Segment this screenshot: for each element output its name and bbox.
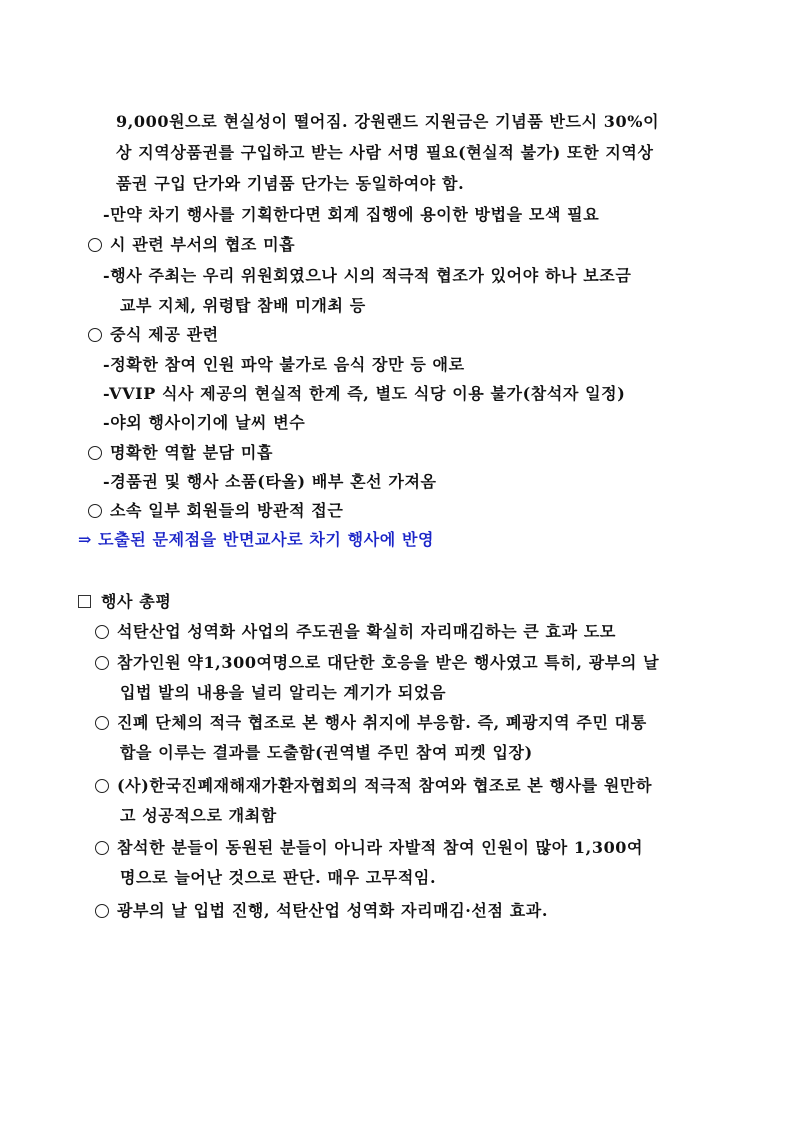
bullet-item — [95, 713, 647, 733]
circle-bullet-icon — [95, 625, 109, 639]
circle-bullet-icon — [95, 904, 109, 918]
text-line: 품권 구입 단가와 기념품 단가는 동일하여야 함. — [116, 174, 465, 193]
dash-item: -VVIP 식사 제공의 현실적 한계 즉, 별도 식당 이용 불가(참석자 일정) — [103, 384, 626, 403]
bullet-text: 명확한 역할 분담 미흡 — [110, 443, 274, 462]
circle-bullet-icon — [95, 841, 109, 855]
circle-bullet-icon — [88, 446, 102, 460]
bullet-item — [88, 443, 273, 463]
bullet-text: 소속 일부 회원들의 방관적 접근 — [110, 501, 344, 520]
circle-bullet-icon — [88, 504, 102, 518]
section-heading — [78, 592, 171, 612]
circle-bullet-icon — [95, 716, 109, 730]
dash-item: -경품권 및 행사 소품(타올) 배부 혼선 가져옴 — [103, 472, 437, 491]
bullet-item — [88, 325, 219, 345]
bullet-item — [88, 235, 295, 255]
bullet-item — [88, 501, 343, 521]
text-line: 9,000원으로 현실성이 떨어짐. 강원랜드 지원금은 기념품 반드시 30%이 — [116, 112, 660, 131]
conclusion-line: ⇒ 도출된 문제점을 반면교사로 차기 행사에 반영 — [78, 530, 435, 549]
dash-item: -행사 주최는 우리 위원회였으나 시의 적극적 협조가 있어야 하나 보조금 — [103, 266, 632, 285]
text-line: 교부 지체, 위령탑 참배 미개최 등 — [120, 296, 366, 315]
bullet-text: 시 관련 부서의 협조 미흡 — [110, 235, 296, 254]
bullet-text: 참석한 분들이 동원된 분들이 아니라 자발적 참여 인원이 많아 1,300여 — [117, 838, 644, 857]
bullet-text: 중식 제공 관련 — [110, 325, 219, 344]
bullet-text: 진폐 단체의 적극 협조로 본 행사 취지에 부응함. 즉, 폐광지역 주민 대통 — [117, 713, 647, 732]
dash-item: -만약 차기 행사를 기획한다면 회계 집행에 용이한 방법을 모색 필요 — [103, 205, 600, 224]
circle-bullet-icon — [88, 238, 102, 252]
bullet-item — [95, 776, 652, 796]
bullet-item — [95, 901, 548, 921]
text-line: 합을 이루는 결과를 도출함(권역별 주민 참여 피켓 입장) — [120, 743, 533, 762]
text-line: 상 지역상품권를 구입하고 받는 사람 서명 필요(현실적 불가) 또한 지역상 — [116, 143, 654, 162]
bullet-item — [95, 653, 659, 673]
dash-item: -야외 행사이기에 날씨 변수 — [103, 413, 306, 432]
section-heading-text: 행사 총평 — [101, 592, 172, 611]
bullet-text: (사)한국진폐재해재가환자협회의 적극적 참여와 협조로 본 행사를 원만하 — [117, 776, 653, 795]
bullet-text: 광부의 날 입법 진행, 석탄산업 성역화 자리매김·선점 효과. — [117, 901, 548, 920]
text-line: 입법 발의 내용을 널리 알리는 계기가 되었음 — [120, 683, 447, 702]
text-line: 명으로 늘어난 것으로 판단. 매우 고무적임. — [120, 868, 437, 887]
bullet-item — [95, 622, 616, 642]
circle-bullet-icon — [95, 656, 109, 670]
circle-bullet-icon — [95, 779, 109, 793]
bullet-text: 석탄산업 성역화 사업의 주도권을 확실히 자리매김하는 큰 효과 도모 — [117, 622, 616, 641]
circle-bullet-icon — [88, 328, 102, 342]
dash-item: -정확한 참여 인원 파악 불가로 음식 장만 등 애로 — [103, 355, 465, 374]
square-bullet-icon — [78, 595, 91, 608]
bullet-item — [95, 838, 643, 858]
bullet-text: 참가인원 약1,300여명으로 대단한 호응을 받은 행사였고 특히, 광부의 날 — [117, 653, 660, 672]
text-line: 고 성공적으로 개최함 — [120, 806, 277, 825]
